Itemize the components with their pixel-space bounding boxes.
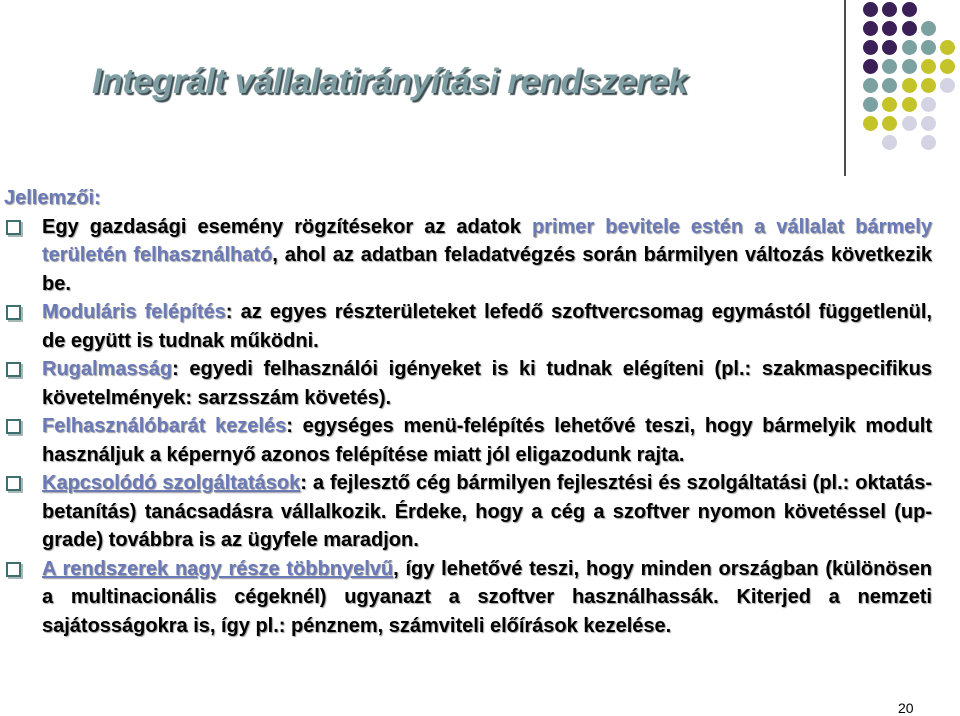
decor-dot <box>902 78 917 93</box>
decor-dot <box>921 40 936 55</box>
bullet-highlight: Moduláris felépítés <box>42 301 226 323</box>
decor-dot <box>863 21 878 36</box>
bullet-text: , ahol az adatban feladatvégzés során bármilyen változás következik be. <box>42 244 933 295</box>
bullet-item <box>4 555 932 641</box>
decor-dot <box>940 78 955 93</box>
checkbox-square-icon <box>6 419 21 434</box>
page-number: 20 <box>898 700 914 716</box>
decor-dot <box>902 40 917 55</box>
checkbox-square-icon <box>6 476 21 491</box>
decor-dot <box>863 59 878 74</box>
decor-dot <box>921 135 936 150</box>
checkbox-square-icon <box>6 305 21 320</box>
decor-dot <box>882 59 897 74</box>
decor-dot <box>921 59 936 74</box>
decor-dot <box>863 40 878 55</box>
bullet-highlight: Kapcsolódó szolgáltatások <box>42 472 301 494</box>
decor-dot <box>882 2 897 17</box>
bullet-text: , így lehetővé teszi, hogy minden országban (különösen a multinacionális cégeknél) ugyanazt a szoftver használhassák. Kiterjed a nemzeti sajátosságokra is, így pl.: pénznem, számviteli előírások kezelése. <box>42 557 933 637</box>
decor-dot <box>902 116 917 131</box>
decor-dot <box>921 78 936 93</box>
bullet-highlight: A rendszerek nagy része többnyelvű <box>42 557 394 580</box>
bullet-highlight: Felhasználóbarát kezelés <box>42 415 287 437</box>
slide-title: Integrált vállalatirányítási rendszerek <box>92 62 688 101</box>
decor-dot <box>921 21 936 36</box>
bullet-item <box>4 412 932 469</box>
bullet-list <box>4 213 932 641</box>
checkbox-square-icon <box>6 220 21 235</box>
decor-dot <box>940 59 955 74</box>
bullet-item <box>4 298 932 355</box>
decor-dot <box>902 2 917 17</box>
bullet-text: : a fejlesztő cég bármilyen fejlesztési és szolgáltatási (pl.: oktatás-betanítás) tanácsadásra vállalkozik. Érdeke, hogy a cég a szoftver nyomon követéssel (up-grade) továbbra is az ügyfele maradjon. <box>42 472 932 551</box>
decor-dot <box>902 97 917 112</box>
decor-dot <box>882 78 897 93</box>
slide-content <box>4 184 932 640</box>
checkbox-square-icon <box>6 562 21 577</box>
bullet-text: Egy gazdasági esemény rögzítésekor az adatok <box>42 215 532 238</box>
bullet-highlight: Rugalmasság <box>42 358 173 380</box>
decor-dot <box>882 40 897 55</box>
section-label: Jellemzői: <box>4 187 101 209</box>
bullet-text: : egyedi felhasználói igényeket is ki tudnak elégíteni (pl.: szakmaspecifikus követelmények: sarzsszám követés). <box>42 358 932 409</box>
bullet-item <box>4 469 932 555</box>
decorative-vertical-line <box>844 0 846 176</box>
bullet-item <box>4 355 932 412</box>
decor-dot <box>902 21 917 36</box>
decor-dot <box>863 97 878 112</box>
decor-dot <box>921 116 936 131</box>
checkbox-square-icon <box>6 362 21 377</box>
decor-dot <box>902 59 917 74</box>
bullet-highlight: primer bevitele estén a vállalat bármely területén felhasználható <box>42 215 932 266</box>
decor-dot <box>882 116 897 131</box>
decor-dot <box>863 78 878 93</box>
decor-dot <box>921 97 936 112</box>
decor-dot <box>882 97 897 112</box>
bullet-text: : egységes menü-felépítés lehetővé teszi, hogy bármelyik modult használjuk a képernyő azonos felépítése miatt jól eligazodunk rajta. <box>42 415 932 466</box>
decor-dot <box>882 21 897 36</box>
decor-dot <box>863 2 878 17</box>
decor-dot <box>882 135 897 150</box>
decor-dot <box>863 116 878 131</box>
bullet-text: : az egyes részterületeket lefedő szoftvercsomag egymástól függetlenül, de együtt is tudnak működni. <box>42 301 932 352</box>
decor-dot <box>940 40 955 55</box>
bullet-item <box>4 213 932 299</box>
